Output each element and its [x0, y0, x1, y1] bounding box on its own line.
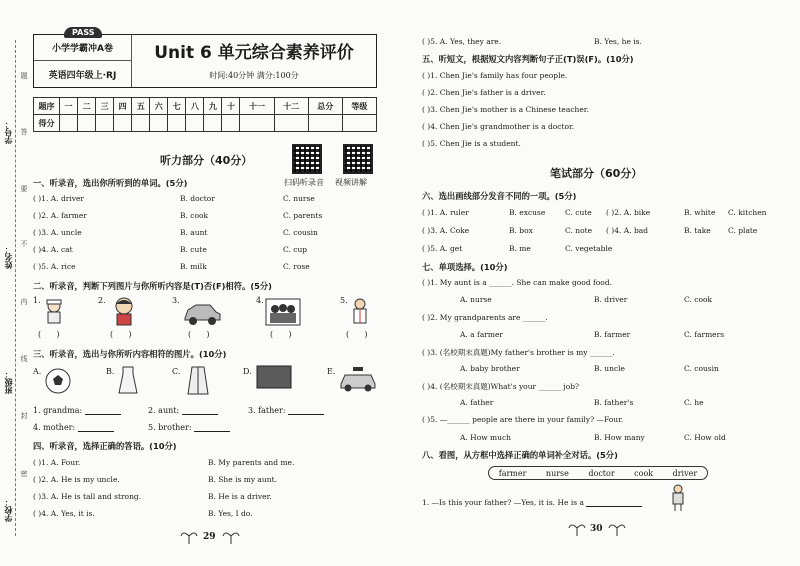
answer-paren[interactable]: ( ): [270, 330, 292, 339]
option-b: B. take: [684, 226, 711, 235]
score-head-cell: 二: [78, 98, 96, 115]
right-page: [400, 0, 800, 566]
option-a: A. a farmer: [460, 330, 504, 339]
score-table-head: [34, 98, 377, 115]
cut-mark: 线: [20, 355, 28, 362]
name-label: 姓名：: [4, 245, 13, 269]
match-label: 2. aunt:: [148, 406, 180, 415]
score-head-cell: 五: [132, 98, 150, 115]
cut-mark: 内: [20, 298, 28, 305]
question-stem: [422, 498, 642, 507]
section-1-title: 一、听录音，选出你所听到的单词。(5分): [33, 178, 188, 188]
score-head-cell: 十: [222, 98, 240, 115]
score-head-cell: 总分: [308, 98, 342, 115]
option-b: B. box: [509, 226, 533, 235]
option-b: B. My parents and me.: [208, 458, 295, 467]
option-b: B. farmer: [594, 330, 631, 339]
question-item: ( )2. A. bike: [606, 208, 651, 217]
question-item: ( )2. A. He is my uncle.: [33, 475, 120, 484]
option-b: B. excuse: [509, 208, 546, 217]
student-id-label: 学号：: [4, 120, 13, 144]
plant-icon: [180, 530, 198, 544]
cut-mark: 封: [20, 412, 28, 419]
question-item: ( )3. A. uncle: [33, 228, 82, 237]
page-title: Unit 6 单元综合素养评价: [154, 43, 354, 63]
left-page: [0, 0, 395, 566]
school-label: 学校：: [4, 498, 13, 522]
doctor-icon: [350, 297, 370, 327]
score-cell[interactable]: [240, 115, 274, 132]
question-item: ( )1. A. ruler: [422, 208, 469, 217]
match-label: 3. father:: [248, 406, 286, 415]
option-c: C. note: [565, 226, 593, 235]
page-number: 29: [203, 532, 216, 542]
picture-letter: C.: [172, 367, 181, 376]
binding-margin: [0, 0, 30, 566]
class-label: 班级：: [4, 370, 13, 394]
question-stem: ( )1. My aunt is a ______. She can make good food.: [422, 278, 612, 287]
page-number: 30: [590, 524, 603, 534]
option-b: B. father's: [594, 398, 634, 407]
nurse-icon: [42, 298, 66, 324]
section-7-title: 七、单项选择。(10分): [422, 262, 508, 272]
match-item: [248, 406, 324, 415]
option-b: B. He is a driver.: [208, 492, 272, 501]
option-b: B. She is my aunt.: [208, 475, 277, 484]
question-item: ( )5. A. rice: [33, 262, 76, 271]
question-item: ( )4. A. bad: [606, 226, 649, 235]
word-bank-item: doctor: [588, 468, 615, 478]
answer-blank[interactable]: [586, 499, 642, 507]
family-photo-icon: [265, 298, 301, 326]
answer-paren[interactable]: ( ): [346, 330, 368, 339]
question-item: ( )3. A. He is tall and strong.: [33, 492, 142, 501]
time-score-line: 时间:40分钟 满分:100分: [209, 71, 299, 80]
picture-letter: E.: [327, 367, 336, 376]
question-item: ( )4. Chen Jie's grandmother is a doctor.: [422, 122, 575, 131]
question-stem: ( )4. (名校期末真题)What's your ______ job?: [422, 382, 580, 391]
question-item: ( )2. A. farmer: [33, 211, 87, 220]
exam-header: [33, 28, 377, 88]
score-cell[interactable]: [342, 115, 376, 132]
score-head-cell: 七: [168, 98, 186, 115]
word-bank-item: cook: [634, 468, 654, 478]
option-c: C. cup: [283, 245, 308, 254]
score-head-cell: 十二: [274, 98, 308, 115]
match-item: [148, 406, 218, 415]
question-stem: ( )3. (名校期末真题)My father's brother is my ______.: [422, 348, 615, 357]
score-head-cell: 八: [186, 98, 204, 115]
dialog-text: 1. —Is this your father? —Yes, it is. He is a: [422, 498, 584, 507]
option-b: B. aunt: [180, 228, 208, 237]
score-cell[interactable]: [60, 115, 78, 132]
qr-label-audio: 扫码听录音: [284, 178, 324, 187]
score-cell[interactable]: [186, 115, 204, 132]
score-cell[interactable]: [204, 115, 222, 132]
word-bank-item: driver: [672, 468, 698, 478]
qr-code-icon[interactable]: [292, 144, 322, 174]
option-a: A. baby brother: [460, 364, 520, 373]
cut-mark: 不: [20, 240, 28, 247]
taxi-icon: [338, 366, 378, 392]
pass-logo: PASS: [64, 27, 102, 38]
picture-number: 4.: [256, 296, 264, 305]
answer-blank[interactable]: [85, 407, 121, 415]
cut-mark: 题: [20, 72, 28, 79]
picture-letter: B.: [106, 367, 115, 376]
score-head-cell: 题序: [34, 98, 60, 115]
score-table: [33, 97, 377, 132]
option-b: B. me: [509, 244, 531, 253]
section-3-title: 三、听录音，选出与你所听内容相符的图片。(10分): [33, 349, 227, 359]
score-head-cell: 等级: [342, 98, 376, 115]
picture-number: 2.: [98, 296, 106, 305]
option-b: B. Yes, he is.: [594, 37, 642, 46]
score-cell[interactable]: [96, 115, 114, 132]
answer-blank[interactable]: [78, 424, 114, 432]
qr-label-video: 视频讲解: [335, 178, 367, 187]
option-c: C. cute: [565, 208, 592, 217]
skirt-icon: [116, 364, 140, 396]
option-b: B. cook: [180, 211, 209, 220]
question-item: ( )5. A. Yes, they are.: [422, 37, 502, 46]
binding-dashed-line: [15, 40, 16, 536]
question-stem: ( )5. —______ people are there in your family? —Four.: [422, 415, 624, 424]
football-icon: [44, 367, 72, 395]
score-cell[interactable]: [78, 115, 96, 132]
option-c: C. he: [684, 398, 704, 407]
written-section-title: 笔试部分（60分）: [550, 167, 643, 180]
option-b: B. white: [684, 208, 716, 217]
match-item: [33, 423, 114, 432]
option-b: B. Yes, I do.: [208, 509, 253, 518]
score-head-cell: 十一: [240, 98, 274, 115]
section-8-title: 八、看图，从方框中选择正确的单词补全对话。(5分): [422, 450, 618, 460]
listening-section-title: 听力部分（40分）: [160, 154, 253, 167]
word-bank-item: nurse: [545, 468, 569, 478]
score-cell[interactable]: [114, 115, 132, 132]
score-table-row: [34, 115, 377, 132]
option-c: C. vegetable: [565, 244, 613, 253]
question-item: ( )5. A. get: [422, 244, 463, 253]
plant-icon: [222, 530, 240, 544]
cut-mark: 答: [20, 128, 28, 135]
question-item: ( )1. A. Four.: [33, 458, 81, 467]
car-icon: [182, 300, 222, 326]
question-item: ( )5. Chen Jie is a student.: [422, 139, 521, 148]
option-c: C. nurse: [283, 194, 315, 203]
answer-blank[interactable]: [194, 424, 230, 432]
boy-icon: [110, 296, 138, 326]
question-stem: ( )2. My grandparents are ______.: [422, 313, 548, 322]
question-item: ( )4. A. cat: [33, 245, 73, 254]
score-cell[interactable]: [308, 115, 342, 132]
score-cell[interactable]: [168, 115, 186, 132]
word-bank: [488, 466, 708, 480]
option-c: C. How old: [684, 433, 726, 442]
score-cell[interactable]: [222, 115, 240, 132]
score-cell[interactable]: [150, 115, 168, 132]
word-bank-item: farmer: [498, 468, 527, 478]
coat-icon: [186, 364, 210, 396]
option-c: C. kitchen: [728, 208, 767, 217]
question-item: ( )4. A. Yes, it is.: [33, 509, 95, 518]
question-item: ( )2. Chen Jie's father is a driver.: [422, 88, 546, 97]
qr-code-icon[interactable]: [343, 144, 373, 174]
tv-icon: [256, 365, 292, 389]
option-c: C. cousin: [684, 364, 719, 373]
option-c: C. farmers: [684, 330, 725, 339]
answer-paren[interactable]: ( ): [38, 330, 60, 339]
section-5-title: 五、听短文，根据短文内容判断句子正(T)误(F)。(10分): [422, 54, 634, 64]
plant-icon: [568, 522, 586, 536]
answer-blank[interactable]: [288, 407, 324, 415]
option-b: B. doctor: [180, 194, 215, 203]
option-b: B. How many: [594, 433, 645, 442]
picture-number: 5.: [340, 296, 348, 305]
answer-paren[interactable]: ( ): [110, 330, 132, 339]
option-b: B. driver: [594, 295, 628, 304]
section-2-title: 二、听录音，判断下列图片与你所听内容是(T)否(F)相符。(5分): [33, 281, 272, 291]
option-c: C. rose: [283, 262, 310, 271]
score-head-cell: 三: [96, 98, 114, 115]
option-c: C. parents: [283, 211, 323, 220]
score-head-cell: 九: [204, 98, 222, 115]
picture-letter: A.: [33, 367, 42, 376]
option-c: C. cook: [684, 295, 713, 304]
section-4-title: 四、听录音，选择正确的答语。(10分): [33, 441, 177, 451]
score-cell[interactable]: [132, 115, 150, 132]
option-c: C. cousin: [283, 228, 318, 237]
grade-label: 英语四年级上·RJ: [48, 70, 117, 81]
question-item: ( )3. Chen Jie's mother is a Chinese teacher.: [422, 105, 589, 114]
match-label: 1. grandma:: [33, 406, 83, 415]
score-head-cell: 四: [114, 98, 132, 115]
score-head-cell: 六: [150, 98, 168, 115]
answer-paren[interactable]: ( ): [188, 330, 210, 339]
option-b: B. cute: [180, 245, 207, 254]
score-row-label: 得分: [34, 115, 60, 132]
score-cell[interactable]: [274, 115, 308, 132]
answer-blank[interactable]: [182, 407, 218, 415]
question-item: ( )3. A. Coke: [422, 226, 470, 235]
match-item: [33, 406, 121, 415]
option-b: B. uncle: [594, 364, 625, 373]
match-label: 4. mother:: [33, 423, 76, 432]
section-6-title: 六、选出画线部分发音不同的一项。(5分): [422, 191, 577, 201]
option-c: C. plate: [728, 226, 758, 235]
question-item: ( )1. A. driver: [33, 194, 85, 203]
picture-number: 1.: [33, 296, 41, 305]
cut-mark: 要: [20, 185, 28, 192]
option-b: B. milk: [180, 262, 207, 271]
series-name: 小学学霸冲A卷: [34, 35, 131, 61]
option-a: A. How much: [460, 433, 512, 442]
match-label: 5. brother:: [148, 423, 192, 432]
picture-number: 3.: [172, 296, 180, 305]
header-series-box: [34, 35, 132, 87]
question-item: ( )1. Chen Jie's family has four people.: [422, 71, 568, 80]
option-a: A. father: [460, 398, 494, 407]
match-item: [148, 423, 230, 432]
score-head-cell: 一: [60, 98, 78, 115]
man-icon: [670, 484, 686, 512]
picture-letter: D.: [243, 367, 252, 376]
cut-mark: 密: [20, 470, 28, 477]
plant-icon: [608, 522, 626, 536]
option-a: A. nurse: [460, 295, 492, 304]
